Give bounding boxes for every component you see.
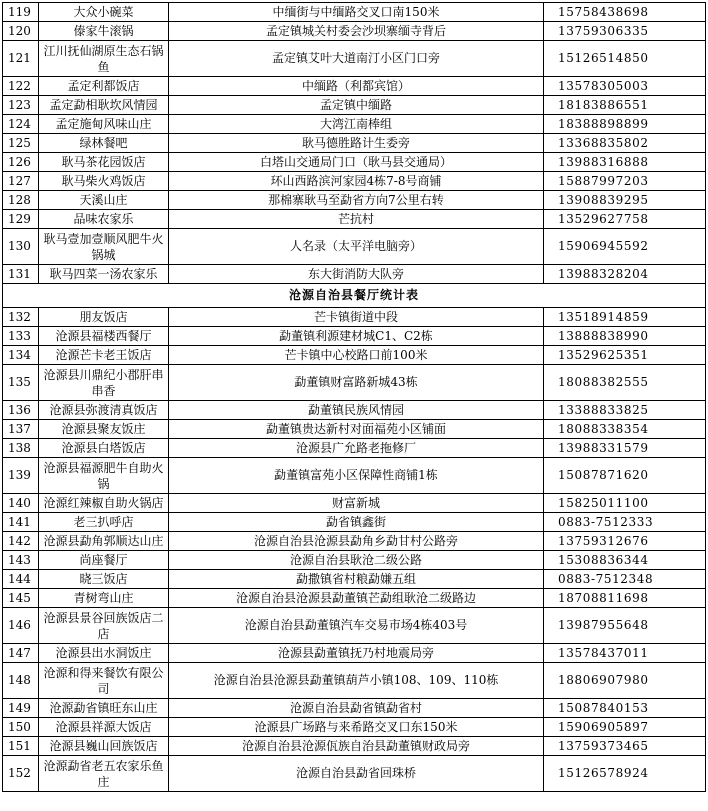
restaurant-address: 勐董镇利源建材城C1、C2栋 xyxy=(169,327,544,346)
restaurant-name: 沧源县勐角郭顺达山庄 xyxy=(39,532,169,551)
restaurant-address: 沧源自治县沧源县勐董镇葫芦小镇108、109、110栋 xyxy=(169,663,544,699)
restaurant-phone: 15087840153 xyxy=(544,699,706,718)
restaurant-name: 沧源县巍山回族饭店 xyxy=(39,737,169,756)
table-row xyxy=(3,589,706,608)
restaurant-name: 沧源县景谷回族饭店二店 xyxy=(39,608,169,644)
restaurant-address: 人名录（太平洋电脑旁） xyxy=(169,229,544,265)
restaurant-phone: 15126514850 xyxy=(544,41,706,77)
table-row xyxy=(3,458,706,494)
restaurant-phone: 18388898899 xyxy=(544,115,706,134)
row-number: 146 xyxy=(3,608,39,644)
restaurant-name: 沧源县川鼎纪小郡肝串串香 xyxy=(39,365,169,401)
table-row xyxy=(3,663,706,699)
restaurant-phone: 13908839295 xyxy=(544,191,706,210)
row-number: 130 xyxy=(3,229,39,265)
restaurant-phone: 13888838990 xyxy=(544,327,706,346)
restaurant-phone: 18806907980 xyxy=(544,663,706,699)
row-number: 126 xyxy=(3,153,39,172)
restaurant-name: 绿林餐吧 xyxy=(39,134,169,153)
section-title: 沧源自治县餐厅统计表 xyxy=(3,284,706,308)
row-number: 142 xyxy=(3,532,39,551)
table-row xyxy=(3,439,706,458)
restaurant-name: 天溪山庄 xyxy=(39,191,169,210)
table-row xyxy=(3,327,706,346)
table-body-cangyuan xyxy=(3,308,706,792)
restaurant-address: 勐省镇鑫街 xyxy=(169,513,544,532)
restaurant-address: 孟定镇中缅路 xyxy=(169,96,544,115)
table-row xyxy=(3,756,706,792)
restaurant-name: 孟定利都饭店 xyxy=(39,77,169,96)
restaurant-name: 品味农家乐 xyxy=(39,210,169,229)
restaurant-phone: 18183886551 xyxy=(544,96,706,115)
restaurant-address: 环山西路滨河家园4栋7-8号商铺 xyxy=(169,172,544,191)
restaurant-phone: 15825011100 xyxy=(544,494,706,513)
row-number: 140 xyxy=(3,494,39,513)
restaurant-phone: 13987955648 xyxy=(544,608,706,644)
restaurant-address: 勐董镇贵达新村对面福苑小区铺面 xyxy=(169,420,544,439)
table-body-gengma xyxy=(3,3,706,284)
table-row xyxy=(3,644,706,663)
restaurant-address: 耿马德胜路计生委旁 xyxy=(169,134,544,153)
restaurant-name: 沧源县福楼西餐厅 xyxy=(39,327,169,346)
restaurant-phone: 15906945592 xyxy=(544,229,706,265)
row-number: 138 xyxy=(3,439,39,458)
restaurant-address: 沧源自治县勐省镇勐省村 xyxy=(169,699,544,718)
restaurant-name: 沧源勐省老五农家乐鱼庄 xyxy=(39,756,169,792)
table-row xyxy=(3,191,706,210)
restaurant-address: 芒抗村 xyxy=(169,210,544,229)
restaurant-name: 大众小碗菜 xyxy=(39,3,169,22)
row-number: 139 xyxy=(3,458,39,494)
restaurant-name: 江川抚仙湖原生态石锅鱼 xyxy=(39,41,169,77)
restaurant-phone: 13388833825 xyxy=(544,401,706,420)
restaurant-name: 沧源红辣椒自助火锅店 xyxy=(39,494,169,513)
section-header-group xyxy=(3,284,706,308)
table-row xyxy=(3,551,706,570)
restaurant-name: 耿马壹加壹顺风肥牛火锅城 xyxy=(39,229,169,265)
restaurant-address: 孟定镇城关村委会沙坝寨缅寺背后 xyxy=(169,22,544,41)
row-number: 136 xyxy=(3,401,39,420)
restaurant-address: 沧源自治县沧源县勐董镇芒勐组耿沧二级路边 xyxy=(169,589,544,608)
restaurant-phone: 13529627758 xyxy=(544,210,706,229)
restaurant-address: 勐撒镇省村粮勐嫌五组 xyxy=(169,570,544,589)
restaurant-phone: 0883-7512348 xyxy=(544,570,706,589)
restaurant-table xyxy=(2,2,706,792)
restaurant-phone: 18088382555 xyxy=(544,365,706,401)
restaurant-phone: 15087871620 xyxy=(544,458,706,494)
restaurant-name: 晓三饭店 xyxy=(39,570,169,589)
restaurant-name: 耿马茶花园饭店 xyxy=(39,153,169,172)
restaurant-name: 耿马柴火鸡饭店 xyxy=(39,172,169,191)
restaurant-name: 青树弯山庄 xyxy=(39,589,169,608)
row-number: 134 xyxy=(3,346,39,365)
restaurant-phone: 15758438698 xyxy=(544,3,706,22)
restaurant-name: 沧源勐省镇旺东山庄 xyxy=(39,699,169,718)
row-number: 127 xyxy=(3,172,39,191)
restaurant-name: 傣家牛滚锅 xyxy=(39,22,169,41)
restaurant-name: 沧源县福源肥牛自助火锅 xyxy=(39,458,169,494)
row-number: 121 xyxy=(3,41,39,77)
restaurant-phone: 13988328204 xyxy=(544,265,706,284)
row-number: 135 xyxy=(3,365,39,401)
restaurant-name: 沧源县白塔饭店 xyxy=(39,439,169,458)
restaurant-address: 勐董镇民族风情园 xyxy=(169,401,544,420)
restaurant-phone: 13988331579 xyxy=(544,439,706,458)
table-row xyxy=(3,134,706,153)
restaurant-address: 东大街消防大队旁 xyxy=(169,265,544,284)
table-row xyxy=(3,265,706,284)
table-row xyxy=(3,172,706,191)
row-number: 151 xyxy=(3,737,39,756)
row-number: 145 xyxy=(3,589,39,608)
restaurant-phone: 13578437011 xyxy=(544,644,706,663)
restaurant-address: 勐董镇富苑小区保障性商铺1栋 xyxy=(169,458,544,494)
restaurant-phone: 13759306335 xyxy=(544,22,706,41)
row-number: 152 xyxy=(3,756,39,792)
row-number: 119 xyxy=(3,3,39,22)
restaurant-phone: 13759373465 xyxy=(544,737,706,756)
row-number: 147 xyxy=(3,644,39,663)
row-number: 143 xyxy=(3,551,39,570)
row-number: 122 xyxy=(3,77,39,96)
row-number: 123 xyxy=(3,96,39,115)
table-row xyxy=(3,115,706,134)
table-row xyxy=(3,737,706,756)
table-row xyxy=(3,401,706,420)
restaurant-name: 尚座餐厅 xyxy=(39,551,169,570)
restaurant-address: 财富新城 xyxy=(169,494,544,513)
restaurant-address: 沧源自治县耿沧二级公路 xyxy=(169,551,544,570)
row-number: 133 xyxy=(3,327,39,346)
table-row xyxy=(3,210,706,229)
row-number: 129 xyxy=(3,210,39,229)
row-number: 150 xyxy=(3,718,39,737)
restaurant-name: 沧源芒卡老王饭店 xyxy=(39,346,169,365)
restaurant-phone: 18088338354 xyxy=(544,420,706,439)
table-row xyxy=(3,229,706,265)
restaurant-address: 那棉寨耿马至勐省方向7公里右转 xyxy=(169,191,544,210)
table-row xyxy=(3,365,706,401)
restaurant-name: 耿马四菜一汤农家乐 xyxy=(39,265,169,284)
restaurant-name: 朋友饭店 xyxy=(39,308,169,327)
restaurant-address: 中缅路（利都宾馆） xyxy=(169,77,544,96)
restaurant-name: 老三扒呼店 xyxy=(39,513,169,532)
restaurant-name: 沧源县聚友饭庄 xyxy=(39,420,169,439)
restaurant-address: 孟定镇艾叶大道南汀小区门口旁 xyxy=(169,41,544,77)
restaurant-address: 沧源县勐董镇抚乃村地震局旁 xyxy=(169,644,544,663)
table-row xyxy=(3,96,706,115)
restaurant-name: 沧源县弥渡清真饭店 xyxy=(39,401,169,420)
table-row xyxy=(3,608,706,644)
table-row xyxy=(3,3,706,22)
restaurant-address: 沧源自治县沧源县勐角乡勐甘村公路旁 xyxy=(169,532,544,551)
table-row xyxy=(3,699,706,718)
restaurant-name: 沧源和得来餐饮有限公司 xyxy=(39,663,169,699)
restaurant-phone: 13518914859 xyxy=(544,308,706,327)
table-row xyxy=(3,77,706,96)
restaurant-address: 大湾江南棒组 xyxy=(169,115,544,134)
restaurant-phone: 13988316888 xyxy=(544,153,706,172)
restaurant-phone: 13529625351 xyxy=(544,346,706,365)
restaurant-name: 沧源县出水洞饭庄 xyxy=(39,644,169,663)
restaurant-phone: 15126578924 xyxy=(544,756,706,792)
restaurant-address: 中缅街与中缅路交叉口南150米 xyxy=(169,3,544,22)
restaurant-address: 芒卡镇中心校路口前100米 xyxy=(169,346,544,365)
restaurant-address: 白塔山交通局门口（耿马县交通局） xyxy=(169,153,544,172)
restaurant-address: 沧源自治县勐省回珠桥 xyxy=(169,756,544,792)
row-number: 131 xyxy=(3,265,39,284)
row-number: 141 xyxy=(3,513,39,532)
table-row xyxy=(3,420,706,439)
row-number: 120 xyxy=(3,22,39,41)
row-number: 148 xyxy=(3,663,39,699)
row-number: 132 xyxy=(3,308,39,327)
table-row xyxy=(3,22,706,41)
table-row xyxy=(3,41,706,77)
table-row xyxy=(3,494,706,513)
restaurant-phone: 13368835802 xyxy=(544,134,706,153)
row-number: 149 xyxy=(3,699,39,718)
restaurant-phone: 15887997203 xyxy=(544,172,706,191)
row-number: 125 xyxy=(3,134,39,153)
restaurant-address: 沧源县广场路与来希路交叉口东150米 xyxy=(169,718,544,737)
row-number: 128 xyxy=(3,191,39,210)
restaurant-name: 沧源县祥源大饭店 xyxy=(39,718,169,737)
table-row xyxy=(3,570,706,589)
table-row xyxy=(3,532,706,551)
row-number: 137 xyxy=(3,420,39,439)
table-row xyxy=(3,153,706,172)
restaurant-address: 沧源县广允路老拖修厂 xyxy=(169,439,544,458)
restaurant-address: 勐董镇财富路新城43栋 xyxy=(169,365,544,401)
section-header-row xyxy=(3,284,706,308)
restaurant-phone: 0883-7512333 xyxy=(544,513,706,532)
restaurant-name: 孟定施甸风味山庄 xyxy=(39,115,169,134)
row-number: 124 xyxy=(3,115,39,134)
table-row xyxy=(3,718,706,737)
table-row xyxy=(3,308,706,327)
restaurant-name: 孟定勐相耿坎风情园 xyxy=(39,96,169,115)
restaurant-phone: 13578305003 xyxy=(544,77,706,96)
restaurant-phone: 15906905897 xyxy=(544,718,706,737)
restaurant-phone: 13759312676 xyxy=(544,532,706,551)
restaurant-address: 沧源自治县沧源佤族自治县勐董镇财政局旁 xyxy=(169,737,544,756)
restaurant-address: 芒卡镇街道中段 xyxy=(169,308,544,327)
restaurant-phone: 15308836344 xyxy=(544,551,706,570)
row-number: 144 xyxy=(3,570,39,589)
restaurant-address: 沧源自治县勐董镇汽车交易市场4栋403号 xyxy=(169,608,544,644)
table-row xyxy=(3,513,706,532)
restaurant-phone: 18708811698 xyxy=(544,589,706,608)
table-row xyxy=(3,346,706,365)
